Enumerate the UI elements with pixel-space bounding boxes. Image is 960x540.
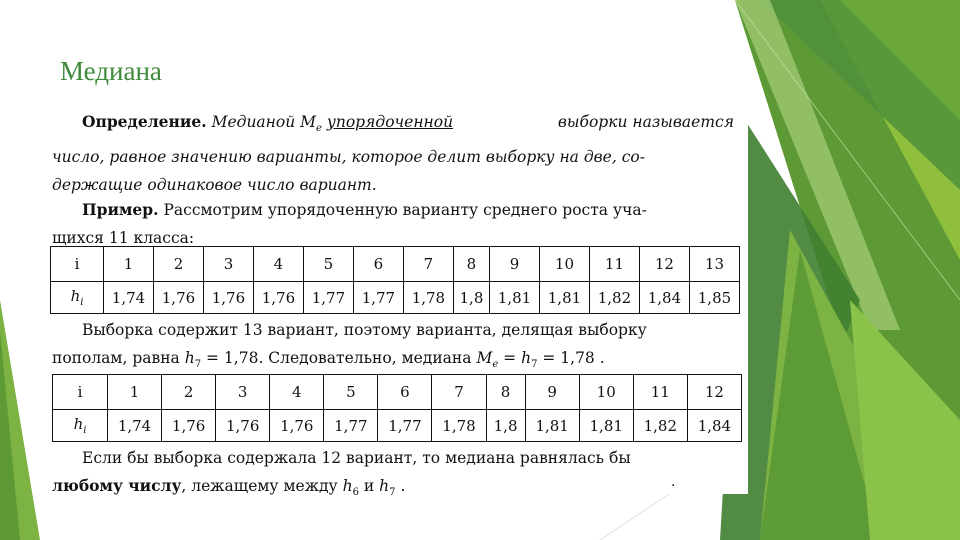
table2-index: 9	[525, 375, 579, 410]
table2-value: 1,76	[162, 410, 216, 442]
table2-index: 3	[216, 375, 270, 410]
table1-value: 1,76	[153, 282, 203, 314]
table1-value: 1,8	[453, 282, 489, 314]
table1-value: 1,81	[539, 282, 589, 314]
table1-value: 1,84	[639, 282, 689, 314]
content-image	[46, 104, 748, 499]
table1-index: 3	[203, 247, 253, 282]
table1-index: 9	[490, 247, 540, 282]
table2-index: 4	[270, 375, 324, 410]
table1-value: 1,76	[253, 282, 303, 314]
table1-index: 13	[689, 247, 739, 282]
slide-title: Медиана	[60, 56, 162, 86]
table2-index: 6	[378, 375, 432, 410]
example-label: Пример.	[82, 200, 159, 219]
table2-index: 7	[432, 375, 486, 410]
table2-index: 8	[486, 375, 525, 410]
median-paragraph	[52, 316, 734, 379]
table2-index: 5	[324, 375, 378, 410]
table1-header-label: i	[51, 247, 104, 282]
table2-row-label: $h_i$	[53, 410, 108, 442]
table1-index: 10	[539, 247, 589, 282]
table1-value: 1,85	[689, 282, 739, 314]
table2-value: 1,76	[270, 410, 324, 442]
definition-line1-end: выборки называется	[557, 113, 734, 131]
example-paragraph	[52, 196, 734, 252]
table1-value: 1,76	[203, 282, 253, 314]
table2-value: 1,78	[432, 410, 486, 442]
table2-value: 1,74	[108, 410, 162, 442]
variant-table-12	[52, 374, 742, 442]
definition-line2: число, равное значению варианты, которое делит выборку на две, со-	[52, 148, 645, 167]
definition-underlined: упорядоченной	[326, 113, 454, 131]
table2-value: 1,82	[633, 410, 687, 442]
table1-index: 8	[453, 247, 489, 282]
table1-value: 1,78	[403, 282, 453, 314]
median-line2: пополам, равна $h_7 = 1,78$. Следовательно, медиана $M_e = h_7 = 1,78$ .	[52, 349, 605, 371]
table1-index-row	[51, 247, 740, 282]
median-symbol: $M_e$	[300, 113, 322, 135]
table2-index: 1	[108, 375, 162, 410]
table2-value: 1,81	[579, 410, 633, 442]
median-line1: Выборка содержит 13 вариант, поэтому варианта, делящая выборку	[82, 321, 647, 339]
table1-value: 1,82	[589, 282, 639, 314]
table1-value: 1,81	[490, 282, 540, 314]
table2-index: 11	[633, 375, 687, 410]
table2-index: 10	[579, 375, 633, 410]
table2-index-row	[53, 375, 742, 410]
definition-label: Определение.	[82, 112, 207, 131]
table2-index: 2	[162, 375, 216, 410]
table2-value: 1,81	[525, 410, 579, 442]
table2-value: 1,77	[324, 410, 378, 442]
final-line2: любому числу, лежащему между $h_6$ и $h_7$ .	[52, 476, 406, 499]
table2-header-label: i	[53, 375, 108, 410]
table1-index: 2	[153, 247, 203, 282]
table1-value-row	[51, 282, 740, 314]
definition-text-before: Медианой	[211, 113, 296, 131]
table2-value: 1,84	[687, 410, 741, 442]
table1-index: 6	[353, 247, 403, 282]
table1-index: 12	[639, 247, 689, 282]
table1-value: 1,77	[303, 282, 353, 314]
table1-index: 1	[104, 247, 154, 282]
table1-index: 7	[403, 247, 453, 282]
table1-row-label: $h_i$	[51, 282, 104, 314]
final-line1: Если бы выборка содержала 12 вариант, то медиана равнялась бы	[82, 449, 631, 467]
table1-value: 1,77	[353, 282, 403, 314]
table1-index: 11	[589, 247, 639, 282]
trailing-dot: .	[671, 474, 676, 490]
table2-value: 1,76	[216, 410, 270, 442]
table2-value: 1,77	[378, 410, 432, 442]
example-line1: Рассмотрим упорядоченную варианту среднего роста уча-	[163, 201, 647, 219]
table2-value-row	[53, 410, 742, 442]
definition-paragraph	[52, 108, 734, 199]
example-line2: щихся 11 класса:	[52, 229, 195, 247]
table2-index: 12	[687, 375, 741, 410]
table1-index: 5	[303, 247, 353, 282]
table1-index: 4	[253, 247, 303, 282]
table1-value: 1,74	[104, 282, 154, 314]
table2-value: 1,8	[486, 410, 525, 442]
final-paragraph	[52, 444, 734, 507]
definition-line3: держащие одинаковое число вариант.	[52, 176, 377, 195]
variant-table-13	[50, 246, 740, 314]
